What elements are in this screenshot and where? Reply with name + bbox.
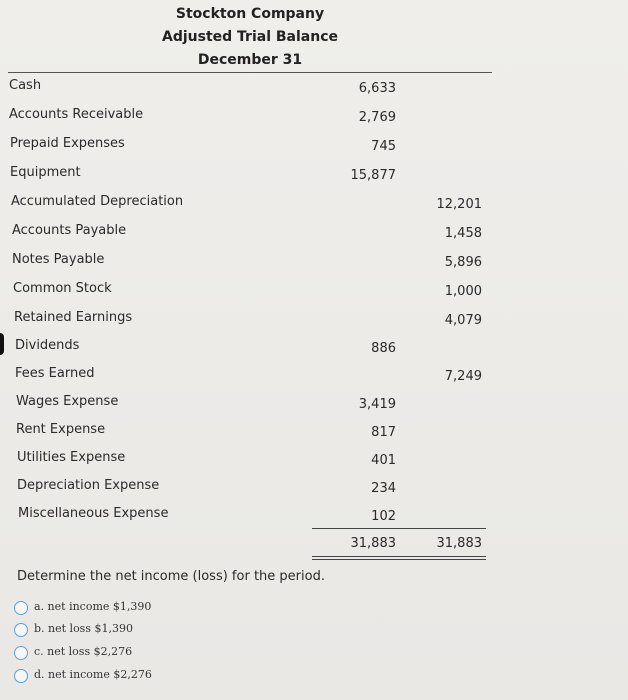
debit-value: 6,633: [358, 81, 396, 96]
account-name: Dividends: [15, 338, 80, 353]
radio-button[interactable]: [14, 646, 28, 660]
statement-date: December 31: [197, 52, 303, 68]
option-label: b. net loss $1,390: [34, 622, 133, 635]
account-name: Equipment: [10, 165, 81, 180]
account-name: Depreciation Expense: [17, 478, 160, 493]
table-row: [0, 394, 500, 414]
total-credit: 31,883: [436, 536, 482, 551]
credit-value: 1,458: [444, 226, 482, 241]
table-row: [0, 478, 500, 498]
table-row: [0, 223, 500, 243]
account-name: Wages Expense: [16, 394, 119, 409]
subtotal-rule: [312, 528, 486, 529]
debit-value: 401: [371, 453, 396, 468]
table-row: [0, 422, 500, 442]
option-label: d. net income $2,276: [34, 668, 152, 681]
credit-value: 4,079: [444, 313, 482, 328]
company-name: Stockton Company: [175, 6, 325, 22]
debit-value: 102: [371, 509, 396, 524]
radio-button[interactable]: [14, 623, 28, 637]
table-row: [0, 165, 500, 185]
radio-button[interactable]: [14, 601, 28, 615]
account-name: Fees Earned: [15, 366, 95, 381]
account-name: Accounts Receivable: [9, 107, 144, 122]
table-row: [0, 366, 500, 386]
question-text: Determine the net income (loss) for the period.: [17, 569, 325, 584]
option-label: c. net loss $2,276: [34, 645, 133, 658]
account-name: Accounts Payable: [12, 223, 127, 238]
table-row: [0, 506, 500, 526]
debit-value: 2,769: [358, 110, 396, 125]
debit-value: 15,877: [350, 168, 396, 183]
table-row: [0, 107, 500, 127]
debit-value: 234: [371, 481, 396, 496]
totals-row: [0, 533, 500, 553]
total-debit: 31,883: [350, 536, 396, 551]
total-double-rule-top: [312, 556, 486, 557]
account-name: Rent Expense: [16, 422, 106, 437]
debit-value: 745: [371, 139, 396, 154]
credit-value: 7,249: [444, 369, 482, 384]
table-row: [0, 252, 500, 272]
debit-value: 3,419: [358, 397, 396, 412]
account-name: Accumulated Depreciation: [11, 194, 184, 209]
table-row: [0, 450, 500, 470]
table-row: [0, 136, 500, 156]
account-name: Miscellaneous Expense: [18, 506, 169, 521]
radio-button[interactable]: [14, 669, 28, 683]
account-name: Utilities Expense: [17, 450, 126, 465]
table-row: [0, 194, 500, 214]
credit-value: 12,201: [436, 197, 482, 212]
credit-value: 5,896: [444, 255, 482, 270]
account-name: Prepaid Expenses: [10, 136, 125, 151]
table-row: [0, 281, 500, 301]
account-name: Retained Earnings: [14, 310, 133, 325]
statement-title: Adjusted Trial Balance: [162, 29, 338, 45]
account-name: Notes Payable: [12, 252, 105, 267]
option-label: a. net income $1,390: [34, 600, 152, 613]
credit-value: 1,000: [444, 284, 482, 299]
debit-value: 886: [371, 341, 396, 356]
table-row: [0, 78, 500, 98]
account-name: Common Stock: [13, 281, 112, 296]
total-double-rule-bottom: [312, 559, 486, 560]
table-row: [0, 310, 500, 330]
header-rule: [8, 72, 492, 73]
account-name: Cash: [9, 78, 42, 93]
debit-value: 817: [371, 425, 396, 440]
table-row: [0, 338, 500, 358]
